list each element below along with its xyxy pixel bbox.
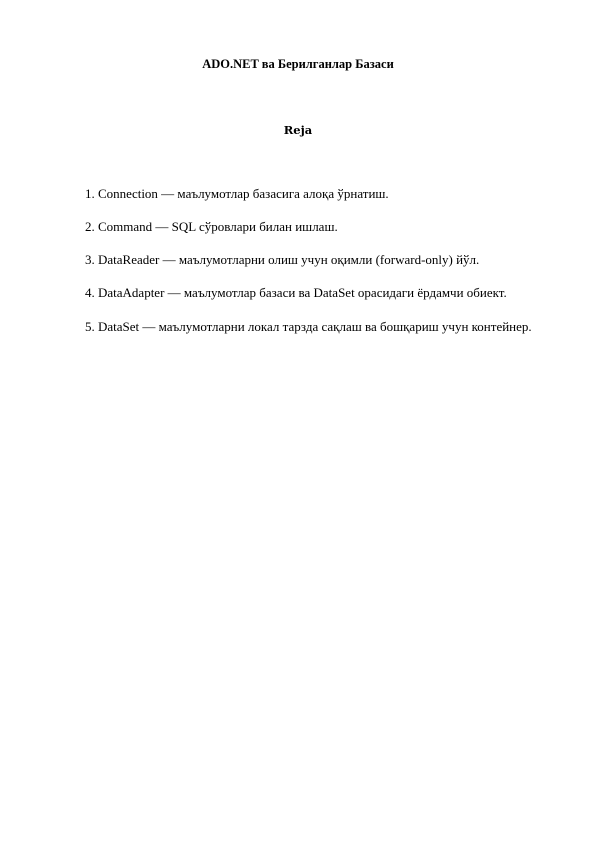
plan-heading: Reja: [283, 123, 313, 137]
plan-item-datareader: 3. DataReader — маълумотларни олиш учун оқимли (forward-only) йўл.: [85, 252, 480, 267]
plan-item-command: 2. Command — SQL сўровлари билан ишлаш.: [85, 219, 338, 234]
plan-item-connection: 1. Connection — маълумотлар базасига алоқа ўрнатиш.: [85, 186, 389, 201]
plan-item-dataadapter: 4. DataAdapter — маълумотлар базаси ва DataSet орасидаги ёрдамчи обиект.: [85, 285, 507, 300]
plan-item-dataset: 5. DataSet — маълумотларни локал тарзда сақлаш ва бошқариш учун контейнер.: [85, 319, 532, 334]
plan-list: [85, 184, 553, 350]
document-title: ADO.NET ва Берилганлар Базаси: [202, 57, 394, 71]
